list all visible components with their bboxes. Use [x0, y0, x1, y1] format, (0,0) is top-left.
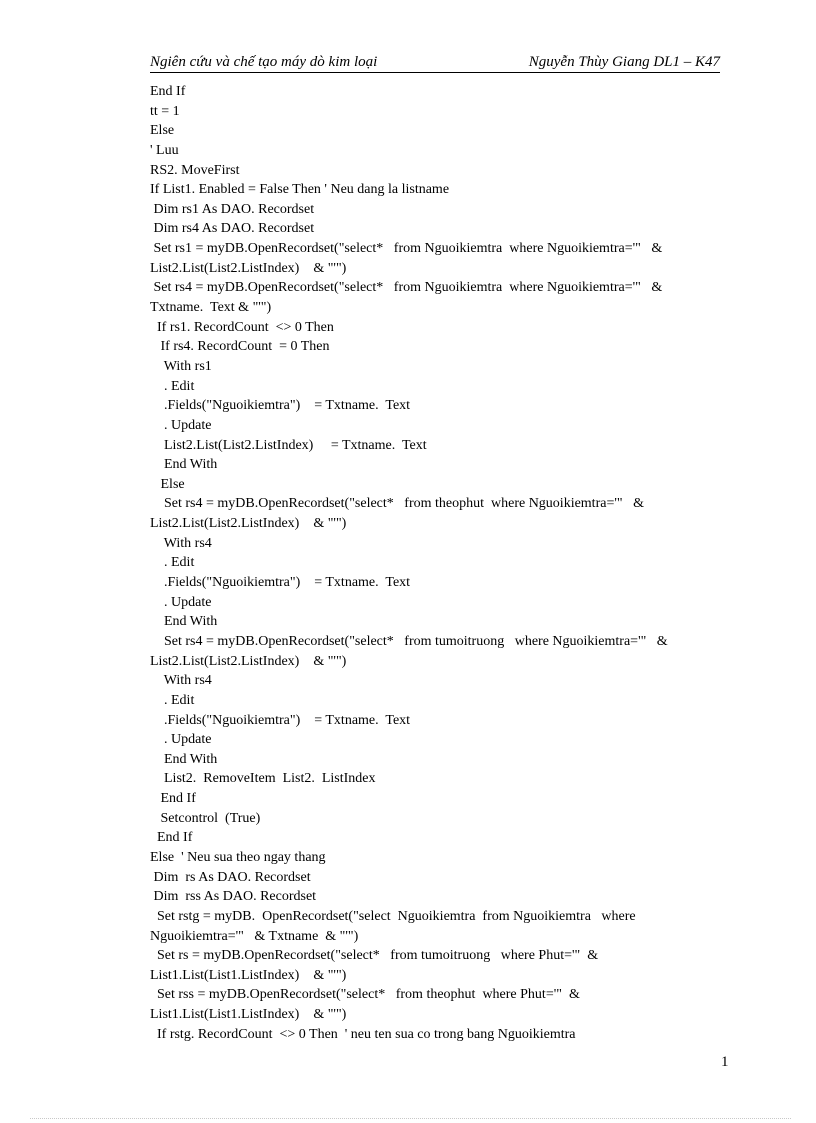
code-line: Set rs1 = myDB.OpenRecordset("select* from Nguoikiemtra where Nguoikiemtra='" &	[150, 241, 663, 257]
code-line: . Edit	[150, 555, 195, 571]
code-line: If rs1. RecordCount <> 0 Then	[150, 319, 334, 335]
code-line: If rstg. RecordCount <> 0 Then ' neu ten sua co trong bang Nguoikiemtra	[150, 1026, 576, 1042]
code-line: Else ' Neu sua theo ngay thang	[150, 849, 326, 865]
code-line: Dim rs1 As DAO. Recordset	[150, 201, 315, 217]
code-line: List2. RemoveItem List2. ListIndex	[150, 771, 376, 787]
code-line: RS2. MoveFirst	[150, 162, 240, 178]
code-line: . Edit	[150, 378, 195, 394]
code-line: Else	[150, 123, 175, 139]
code-line: List2.List(List2.ListIndex) = Txtname. Text	[150, 437, 427, 453]
code-line: If List1. Enabled = False Then ' Neu dang la listname	[150, 182, 450, 198]
code-listing	[150, 82, 720, 1044]
code-line: Set rs = myDB.OpenRecordset("select* from tumoitruong where Phut='" &	[150, 948, 599, 964]
code-line: . Update	[150, 594, 212, 610]
code-line: .Fields("Nguoikiemtra") = Txtname. Text	[150, 575, 411, 591]
code-line: With rs4	[150, 673, 212, 689]
code-line: . Update	[150, 417, 212, 433]
code-line: End With	[150, 751, 218, 767]
code-line: .Fields("Nguoikiemtra") = Txtname. Text	[150, 712, 411, 728]
code-line: End With	[150, 614, 218, 630]
code-line: List2.List(List2.ListIndex) & "'")	[150, 653, 347, 669]
code-line: List2.List(List2.ListIndex) & "'")	[150, 516, 347, 532]
code-line: End With	[150, 457, 218, 473]
code-line: tt = 1	[150, 103, 180, 119]
code-line: Setcontrol (True)	[150, 810, 261, 826]
code-line: . Update	[150, 732, 212, 748]
code-line: Set rs4 = myDB.OpenRecordset("select* from tumoitruong where Nguoikiemtra='" &	[150, 633, 668, 649]
code-line: . Edit	[150, 692, 195, 708]
code-line: ' Luu	[150, 142, 179, 158]
code-line: List1.List(List1.ListIndex) & "'")	[150, 967, 347, 983]
header-title: Ngiên cứu và chế tạo máy dò kim loại	[150, 54, 378, 70]
code-line: Nguoikiemtra='" & Txtname & "'")	[150, 928, 359, 944]
code-line: Set rss = myDB.OpenRecordset("select* from theophut where Phut='" &	[150, 987, 580, 1003]
code-line: Set rs4 = myDB.OpenRecordset("select* from theophut where Nguoikiemtra='" &	[150, 496, 644, 512]
code-line: Dim rss As DAO. Recordset	[150, 889, 317, 905]
code-line: Dim rs As DAO. Recordset	[150, 869, 311, 885]
page-bottom-divider	[30, 1118, 791, 1119]
code-line: End If	[150, 791, 196, 807]
code-line: List1.List(List1.ListIndex) & "'")	[150, 1007, 347, 1023]
header-author: Nguyễn Thùy Giang DL1 – K47	[528, 54, 720, 70]
page-number: 1	[721, 1054, 729, 1070]
page-header	[150, 52, 720, 73]
code-line: With rs1	[150, 358, 212, 374]
code-line: End If	[150, 830, 193, 846]
code-line: .Fields("Nguoikiemtra") = Txtname. Text	[150, 398, 411, 414]
code-line: Txtname. Text & "'")	[150, 300, 272, 316]
code-line: End If	[150, 84, 186, 99]
code-line: List2.List(List2.ListIndex) & "'")	[150, 260, 347, 276]
code-line: Else	[150, 476, 185, 492]
code-line: If rs4. RecordCount = 0 Then	[150, 339, 330, 355]
code-line: With rs4	[150, 535, 212, 551]
code-line: Dim rs4 As DAO. Recordset	[150, 221, 315, 237]
code-line: Set rstg = myDB. OpenRecordset("select Nguoikiemtra from Nguoikiemtra where	[150, 908, 636, 924]
code-line: Set rs4 = myDB.OpenRecordset("select* from Nguoikiemtra where Nguoikiemtra='" &	[150, 280, 663, 296]
